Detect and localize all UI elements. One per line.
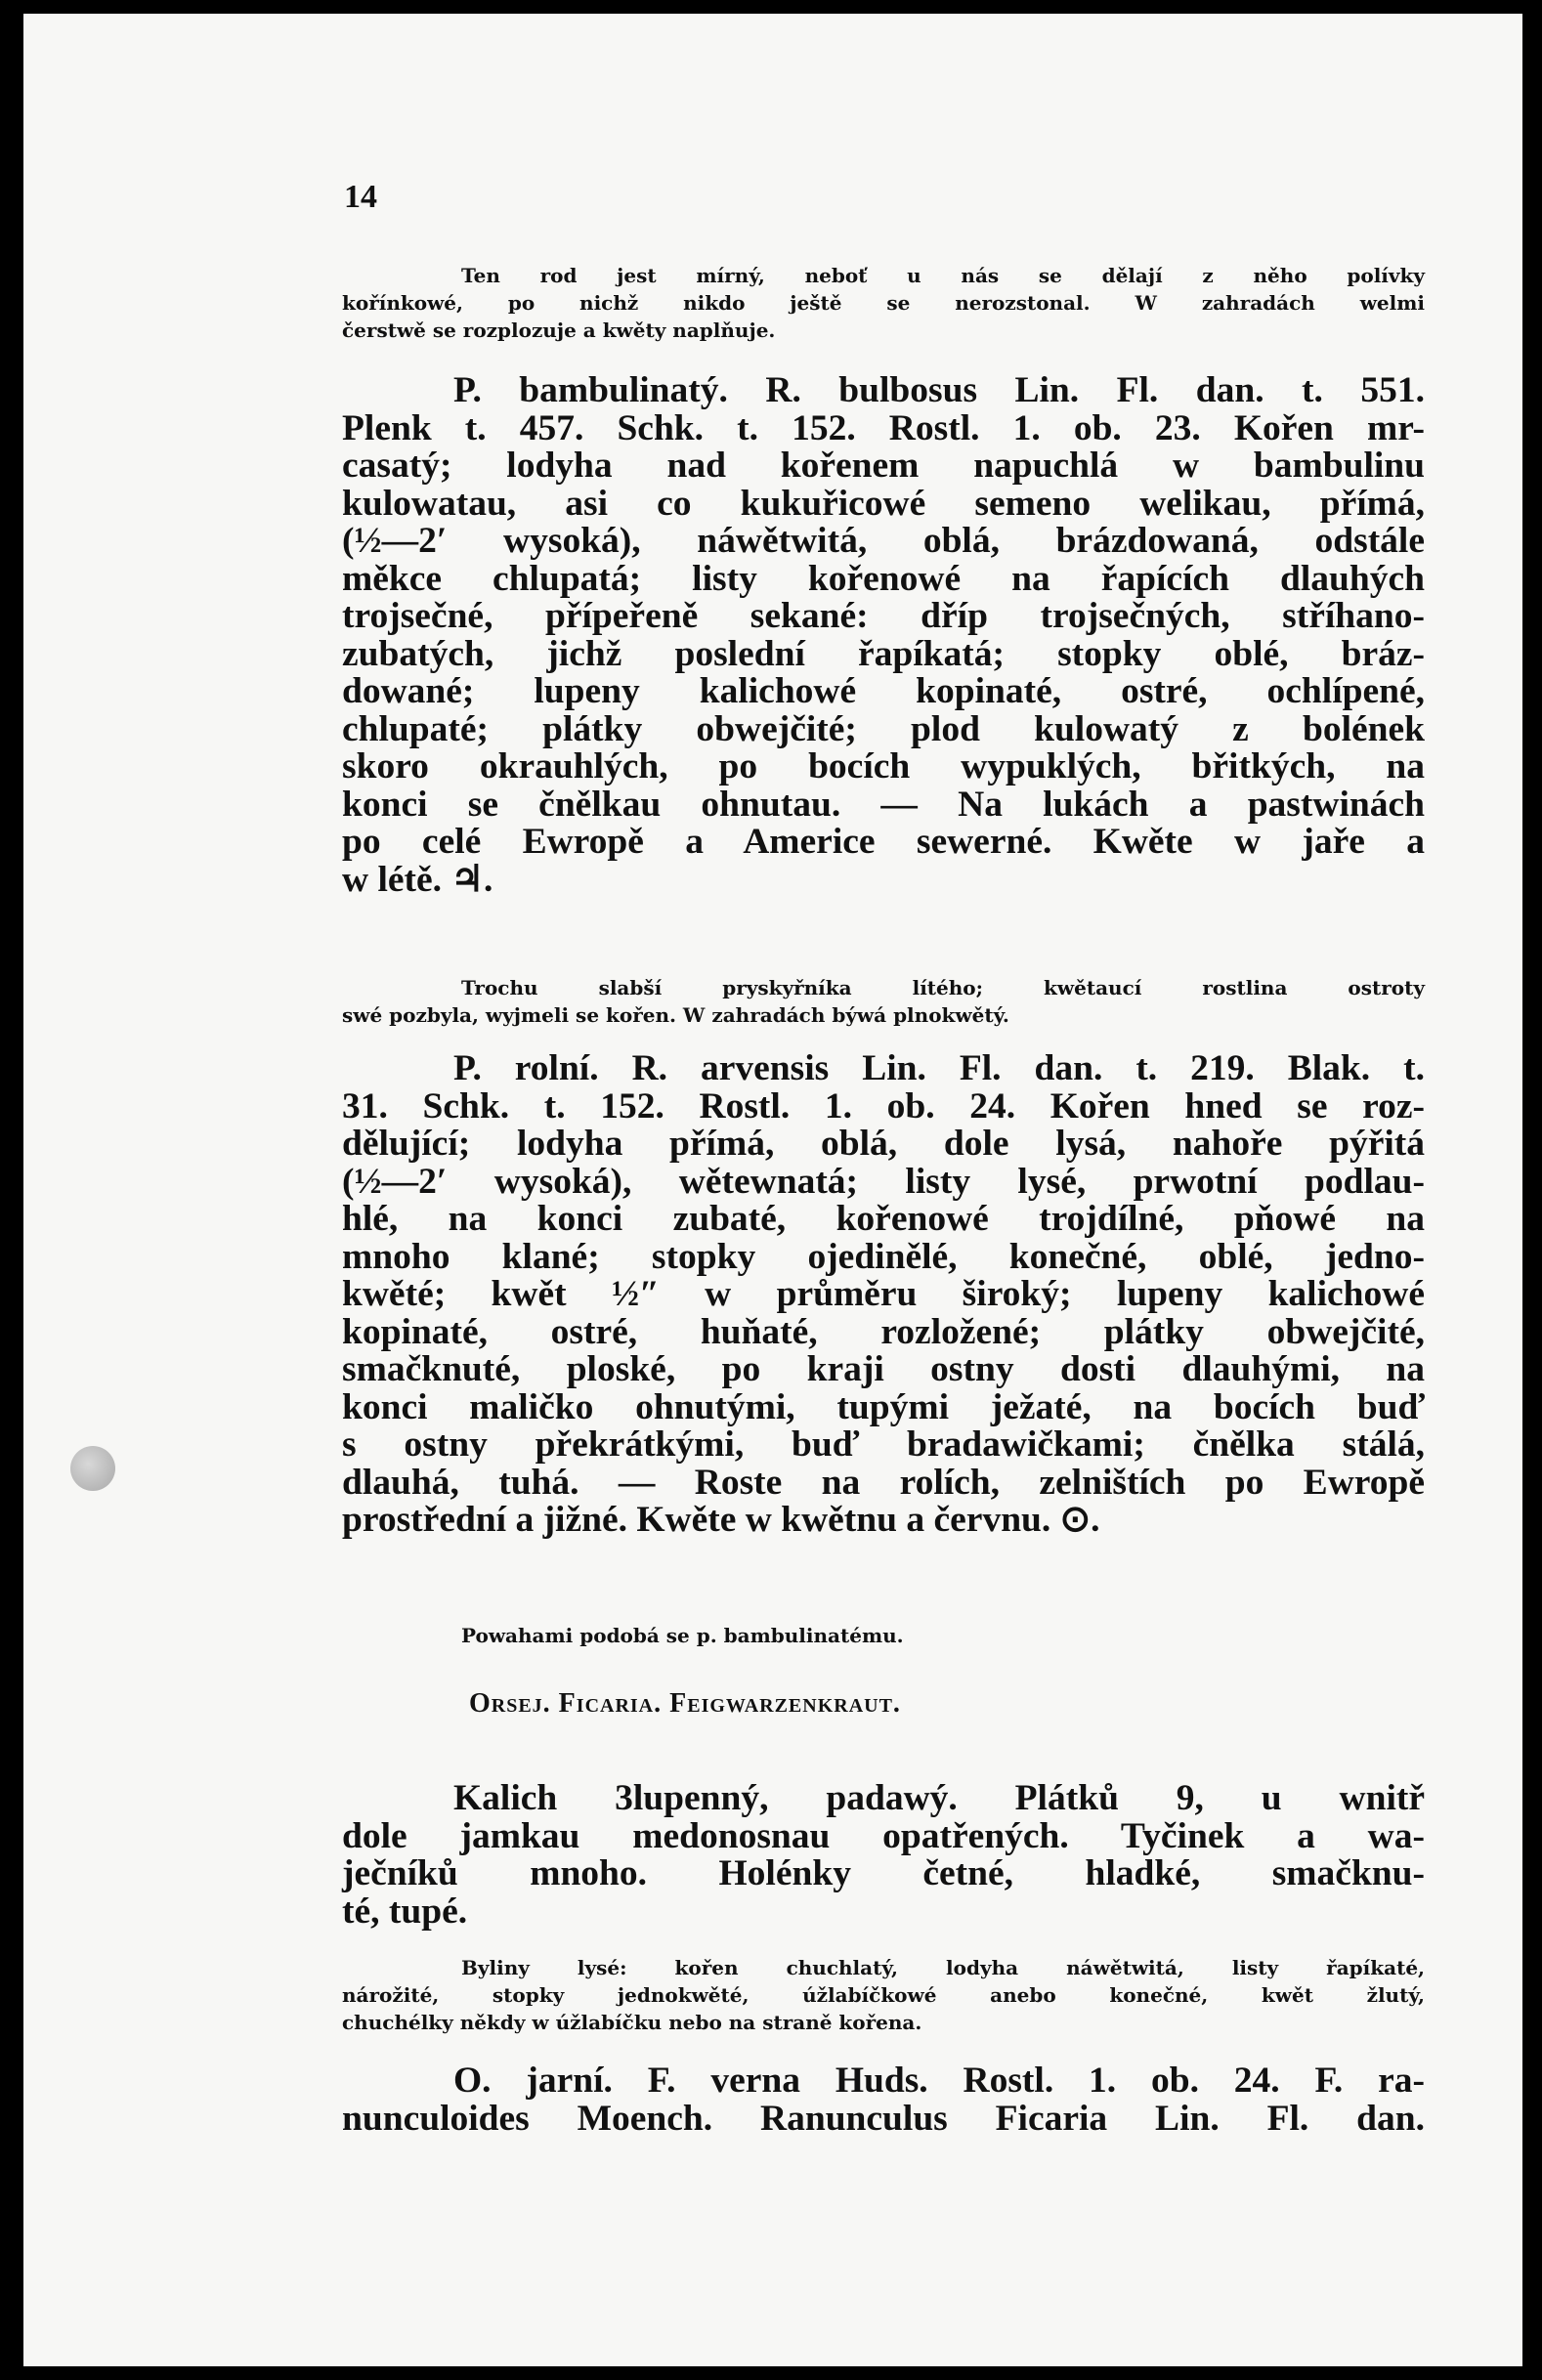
- p-rolni-line: kwěté; kwět ½″ w průměru široký; lupeny kalichowé: [342, 1274, 1425, 1314]
- note-orsej-line: Byliny lysé: kořen chuchlatý, lodyha náwětwitá, listy řapíkaté,: [461, 1956, 1425, 1979]
- p-bambulinaty-line: P. bambulinatý. R. bulbosus Lin. Fl. dan. t. 551.: [453, 370, 1425, 410]
- p-orsej-line: Kalich 3lupenný, padawý. Plátků 9, u wnitř: [453, 1778, 1425, 1818]
- note-rolni-line: Powahami podobá se p. bambulinatému.: [461, 1624, 904, 1647]
- p-rolni-line: s ostny překrátkými, buď bradawičkami; čnělka stálá,: [342, 1424, 1425, 1465]
- note-bambulinaty-line: swé pozbyla, wyjmeli se kořen. W zahradách býwá plnokwětý.: [342, 1003, 1009, 1027]
- p-rolni-line: kopinaté, ostré, huňaté, rozložené; plátky obwejčité,: [342, 1311, 1425, 1352]
- p-rolni-line: prostřední a jižné. Kwěte w kwětnu a červnu. ⊙.: [342, 1500, 1100, 1540]
- p-rolni-line: mnoho klané; stopky ojedinělé, konečné, oblé, jedno-: [342, 1236, 1425, 1277]
- p-rolni-line: dlauhá, tuhá. — Roste na rolích, zelništích po Ewropě: [342, 1462, 1425, 1503]
- p-rolni-line: dělující; lodyha přímá, oblá, dole lysá, nahoře pýřitá: [342, 1124, 1425, 1164]
- scan-hole-mark: [70, 1446, 115, 1491]
- p-bambulinaty-line: kulowatau, asi co kukuřicowé semeno welikau, přímá,: [342, 483, 1425, 524]
- p-bambulinaty-line: skoro okrauhlých, po bocích wypuklých, břitkých, na: [342, 746, 1425, 786]
- note-bambulinaty-line: Trochu slabší pryskyřníka lítého; kwětaucí rostlina ostroty: [461, 976, 1425, 999]
- p-bambulinaty-line: měkce chlupatá; listy kořenowé na řapících dlauhých: [342, 558, 1425, 599]
- intro-note-line: Ten rod jest mírný, neboť u nás se dělají z něho polívky: [461, 264, 1425, 287]
- p-bambulinaty-line: (½—2′ wysoká), náwětwitá, oblá, brázdowaná, odstále: [342, 521, 1425, 561]
- p-bambulinaty-line: w létě. ♃.: [342, 859, 493, 900]
- p-rolni-line: konci maličko ohnutými, tupými ježaté, na bocích buď: [342, 1386, 1425, 1427]
- p-bambulinaty-line: trojsečné, přípeřeně sekané: dříp trojsečných, stříhano-: [342, 596, 1425, 636]
- p-rolni-line: (½—2′ wysoká), wětewnatá; listy lysé, prwotní podlau-: [342, 1161, 1425, 1202]
- note-orsej-line: nárožité, stopky jednokwěté, úžlabíčkowé anebo konečné, kwět žlutý,: [342, 1983, 1425, 2007]
- p-bambulinaty-line: casatý; lodyha nad kořenem napuchlá w bambulinu: [342, 446, 1425, 486]
- genus-heading: Orsej. Ficaria. Feigwarzenkraut.: [469, 1688, 901, 1719]
- p-bambulinaty-line: dowané; lupeny kalichowé kopinaté, ostré, ochlípené,: [342, 671, 1425, 711]
- p-rolni-line: P. rolní. R. arvensis Lin. Fl. dan. t. 219. Blak. t.: [453, 1048, 1425, 1088]
- p-jarni-line: nunculoides Moench. Ranunculus Ficaria Lin. Fl. dan.: [342, 2098, 1425, 2139]
- p-rolni-line: smačknuté, ploské, po kraji ostny dosti dlauhými, na: [342, 1349, 1425, 1389]
- intro-note-line: čerstwě se rozplozuje a kwěty naplňuje.: [342, 319, 776, 342]
- p-bambulinaty-line: po celé Ewropě a Americe sewerné. Kwěte w jaře a: [342, 822, 1425, 862]
- p-bambulinaty-line: zubatých, jichž poslední řapíkatá; stopky oblé, bráz-: [342, 633, 1425, 674]
- book-page: [23, 14, 1522, 2366]
- p-bambulinaty-line: konci se čnělkau ohnutau. — Na lukách a pastwinách: [342, 784, 1425, 825]
- intro-note-line: kořínkowé, po nichž nikdo ještě se nerozstonal. W zahradách welmi: [342, 291, 1425, 315]
- p-rolni-line: 31. Schk. t. 152. Rostl. 1. ob. 24. Kořen hned se roz-: [342, 1085, 1425, 1126]
- p-rolni-line: hlé, na konci zubaté, kořenowé trojdílné, pňowé na: [342, 1199, 1425, 1239]
- note-orsej-line: chuchélky někdy w úžlabíčku nebo na straně kořena.: [342, 2011, 922, 2034]
- p-bambulinaty-line: chlupaté; plátky obwejčité; plod kulowatý z bolének: [342, 708, 1425, 749]
- p-orsej-line: té, tupé.: [342, 1891, 468, 1932]
- p-jarni-line: O. jarní. F. verna Huds. Rostl. 1. ob. 24. F. ra-: [453, 2061, 1425, 2101]
- page-number: 14: [344, 179, 377, 215]
- p-orsej-line: ječníků mnoho. Holénky četné, hladké, smačknu-: [342, 1853, 1425, 1893]
- p-bambulinaty-line: Plenk t. 457. Schk. t. 152. Rostl. 1. ob. 23. Kořen mr-: [342, 407, 1425, 448]
- p-orsej-line: dole jamkau medonosnau opatřených. Tyčinek a wa-: [342, 1815, 1425, 1856]
